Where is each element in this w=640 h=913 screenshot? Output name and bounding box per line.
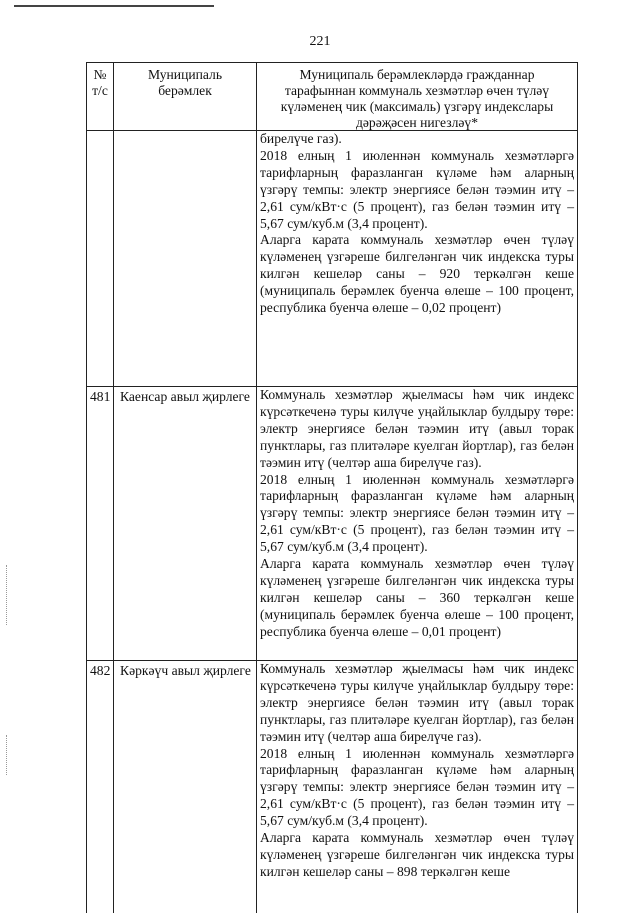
paragraph: 2018 елның 1 июленнән коммуналь хезмәтләргә тарифларның фаразланган күләме һәм аларның үзгәрү темпы: электр энергиясе белән тәэмин итү – 2,61 сум/кВт·с (5 процент), газ белән тәэмин итү – 5,67 сум/куб.м (3,4 процент). xyxy=(260,745,574,829)
row-description xyxy=(257,661,578,913)
table-row xyxy=(87,131,578,387)
header-municipality: Муниципаль берәмлек xyxy=(114,63,257,130)
paragraph: Коммуналь хезмәтләр җыелмасы һәм чик индекс күрсәткеченә туры килүче уңайлыклар булдыру төре: электр энергиясе белән тәэмин итү (авыл торак пунктлары, газ плитәләре куелган йортлар), газ белән тәэмин итү (челтәр аша бирелүче газ). xyxy=(260,661,574,744)
row-num: 482 xyxy=(87,661,114,913)
row-municipality xyxy=(114,131,257,386)
top-rule xyxy=(14,5,214,7)
paragraph: Аларга карата коммуналь хезмәтләр өчен түләү күләменең үзгәреше билгеләнгән чик индекска туры килгән кешеләр саны – 920 теркәлгән кеше (муниципаль берәмлек буенча өлеше – 100 процент, республика буенча өлеше – 0,02 процент) xyxy=(260,232,574,316)
table-row xyxy=(87,387,578,661)
page-number: 221 xyxy=(309,34,331,49)
table-header-row xyxy=(87,63,578,131)
row-description xyxy=(257,387,578,660)
header-index: Муниципаль берәмлекләрдә гражданнар тарафыннан коммуналь хезмәтләр өчен түләү күләменең чик (максималь) үзгәрү индекслары дәрәҗәсен нигезләү* xyxy=(257,63,578,130)
row-municipality: Каенсар авыл җирлеге xyxy=(114,387,257,660)
tariff-table xyxy=(86,62,578,913)
header-num: № т/с xyxy=(87,63,114,130)
paragraph: 2018 елның 1 июленнән коммуналь хезмәтләргә тарифларның фаразланган күләме һәм аларның үзгәрү темпы: электр энергиясе белән тәэмин итү – 2,61 сум/кВт·с (5 процент), газ белән тәэмин итү – 5,67 сум/куб.м (3,4 процент). xyxy=(260,147,574,231)
row-description xyxy=(257,131,578,386)
paragraph: бирелүче газ). xyxy=(260,131,342,146)
table-row xyxy=(87,661,578,913)
paragraph: Аларга карата коммуналь хезмәтләр өчен түләү күләменең үзгәреше билгеләнгән чик индекска туры килгән кешеләр саны – 898 теркәлгән кеше xyxy=(260,830,574,879)
row-municipality: Кәркәүч авыл җирлеге xyxy=(114,661,257,913)
row-num xyxy=(87,131,114,386)
margin-scan-mark xyxy=(6,735,9,775)
margin-scan-mark xyxy=(6,565,9,625)
paragraph: 2018 елның 1 июленнән коммуналь хезмәтләргә тарифларның фаразланган күләме һәм аларның үзгәрү темпы: электр энергиясе белән тәэмин итү – 2,61 сум/кВт·с (5 процент), газ белән тәэмин итү – 5,67 сум/куб.м (3,4 процент). xyxy=(260,471,574,555)
paragraph: Аларга карата коммуналь хезмәтләр өчен түләү күләменең үзгәреше билгеләнгән чик индекска туры килгән кешеләр саны – 360 теркәлгән кеше (муниципаль берәмлек буенча өлеше – 100 процент, республика буенча өлеше – 0,01 процент) xyxy=(260,556,574,639)
row-num: 481 xyxy=(87,387,114,660)
paragraph: Коммуналь хезмәтләр җыелмасы һәм чик индекс күрсәткеченә туры килүче уңайлыклар булдыру төре: электр энергиясе белән тәэмин итү (авыл торак пунктлары, газ плитәләре куелган йортлар), газ белән тәэмин итү (челтәр аша бирелүче газ). xyxy=(260,387,574,470)
